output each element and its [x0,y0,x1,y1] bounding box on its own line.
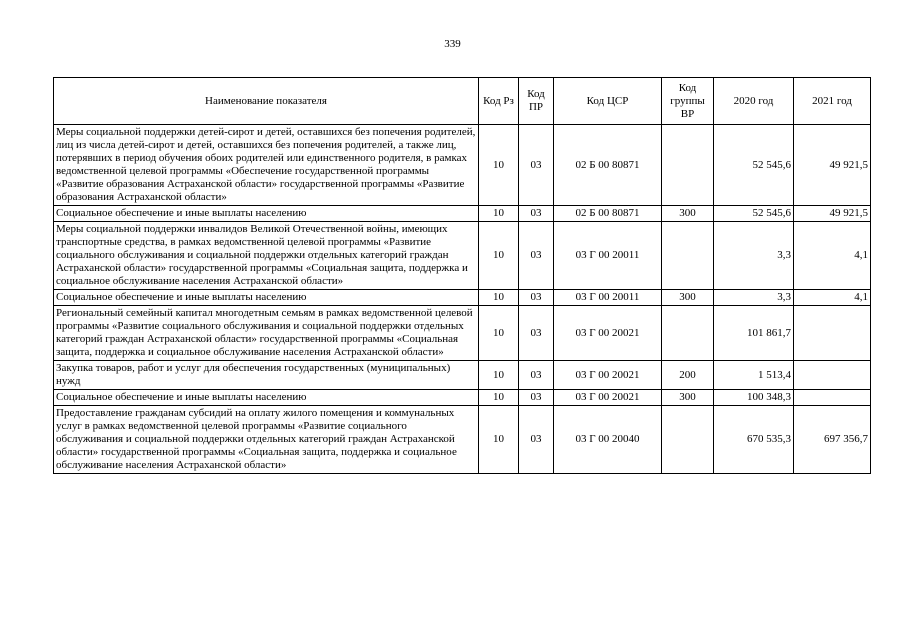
row-2020: 3,3 [714,222,794,290]
table-row [54,206,871,222]
row-pr: 03 [519,125,554,206]
row-rz: 10 [479,206,519,222]
row-2021: 49 921,5 [794,206,871,222]
table-row [54,361,871,390]
header-vr: Код группы ВР [662,78,714,125]
row-2020: 52 545,6 [714,206,794,222]
header-2020: 2020 год [714,78,794,125]
row-2021: 4,1 [794,290,871,306]
row-csr: 02 Б 00 80871 [554,206,662,222]
row-2020: 670 535,3 [714,406,794,474]
table-header-row [54,78,871,125]
row-pr: 03 [519,361,554,390]
row-name: Региональный семейный капитал многодетным семьям в рамках ведомственной целевой программы «Развитие социального обслуживания и социальной поддержки отдельных категорий граждан Астраханской области» государственной программы «Социальная защита, поддержка и социальное обслуживание населения Астраханской области» [54,306,479,361]
row-2021 [794,361,871,390]
row-name: Социальное обеспечение и иные выплаты населению [54,206,479,222]
row-vr: 300 [662,390,714,406]
row-rz: 10 [479,390,519,406]
row-csr: 03 Г 00 20011 [554,222,662,290]
row-name: Меры социальной поддержки детей-сирот и детей, оставшихся без попечения родителей, лиц из числа детей-сирот и детей, оставшихся без попечения родителей, а также лиц, потерявших в период обучения обоих родителей или единственного родителя, в рамках ведомственной целевой программы «Обеспечение государственной программы «Развитие образования Астраханской области» государственной программы «Развитие образования Астраханской области» [54,125,479,206]
row-csr: 03 Г 00 20021 [554,361,662,390]
row-vr: 300 [662,206,714,222]
row-name: Меры социальной поддержки инвалидов Великой Отечественной войны, имеющих транспортные средства, в рамках ведомственной целевой программы «Развитие социального обслуживания и социальной поддержки отдельных категорий граждан Астраханской области» государственной программы «Социальная защита, поддержка и социальное обслуживание населения Астраханской области» [54,222,479,290]
row-2021 [794,390,871,406]
row-name: Закупка товаров, работ и услуг для обеспечения государственных (муниципальных) нужд [54,361,479,390]
row-rz: 10 [479,125,519,206]
row-csr: 03 Г 00 20021 [554,390,662,406]
table-row [54,390,871,406]
row-rz: 10 [479,290,519,306]
row-2020: 52 545,6 [714,125,794,206]
row-vr [662,222,714,290]
page-number: 339 [444,38,461,50]
row-vr [662,306,714,361]
table-row [54,222,871,290]
row-2021 [794,306,871,361]
row-csr: 02 Б 00 80871 [554,125,662,206]
row-csr: 03 Г 00 20011 [554,290,662,306]
row-2020: 101 861,7 [714,306,794,361]
row-pr: 03 [519,222,554,290]
table-row [54,290,871,306]
row-pr: 03 [519,206,554,222]
row-csr: 03 Г 00 20021 [554,306,662,361]
row-pr: 03 [519,390,554,406]
row-2021: 4,1 [794,222,871,290]
row-vr [662,406,714,474]
row-rz: 10 [479,361,519,390]
table-row [54,306,871,361]
row-2020: 3,3 [714,290,794,306]
header-csr: Код ЦСР [554,78,662,125]
row-rz: 10 [479,406,519,474]
header-rz: Код Рз [479,78,519,125]
row-vr: 300 [662,290,714,306]
row-vr: 200 [662,361,714,390]
row-name: Предоставление гражданам субсидий на оплату жилого помещения и коммунальных услуг в рамках ведомственной целевой программы «Развитие социального обслуживания и социальной поддержки отдельных категорий граждан Астраханской области» государственной программы «Социальная защита, поддержка и социальное обслуживание населения Астраханской области» [54,406,479,474]
table-row [54,125,871,206]
row-2021: 49 921,5 [794,125,871,206]
budget-table [53,77,871,474]
row-pr: 03 [519,306,554,361]
header-pr: Код ПР [519,78,554,125]
row-pr: 03 [519,290,554,306]
row-2021: 697 356,7 [794,406,871,474]
header-name: Наименование показателя [54,78,479,125]
header-2021: 2021 год [794,78,871,125]
row-vr [662,125,714,206]
row-2020: 1 513,4 [714,361,794,390]
row-name: Социальное обеспечение и иные выплаты населению [54,390,479,406]
row-csr: 03 Г 00 20040 [554,406,662,474]
row-pr: 03 [519,406,554,474]
row-name: Социальное обеспечение и иные выплаты населению [54,290,479,306]
row-rz: 10 [479,306,519,361]
table-row [54,406,871,474]
row-rz: 10 [479,222,519,290]
row-2020: 100 348,3 [714,390,794,406]
